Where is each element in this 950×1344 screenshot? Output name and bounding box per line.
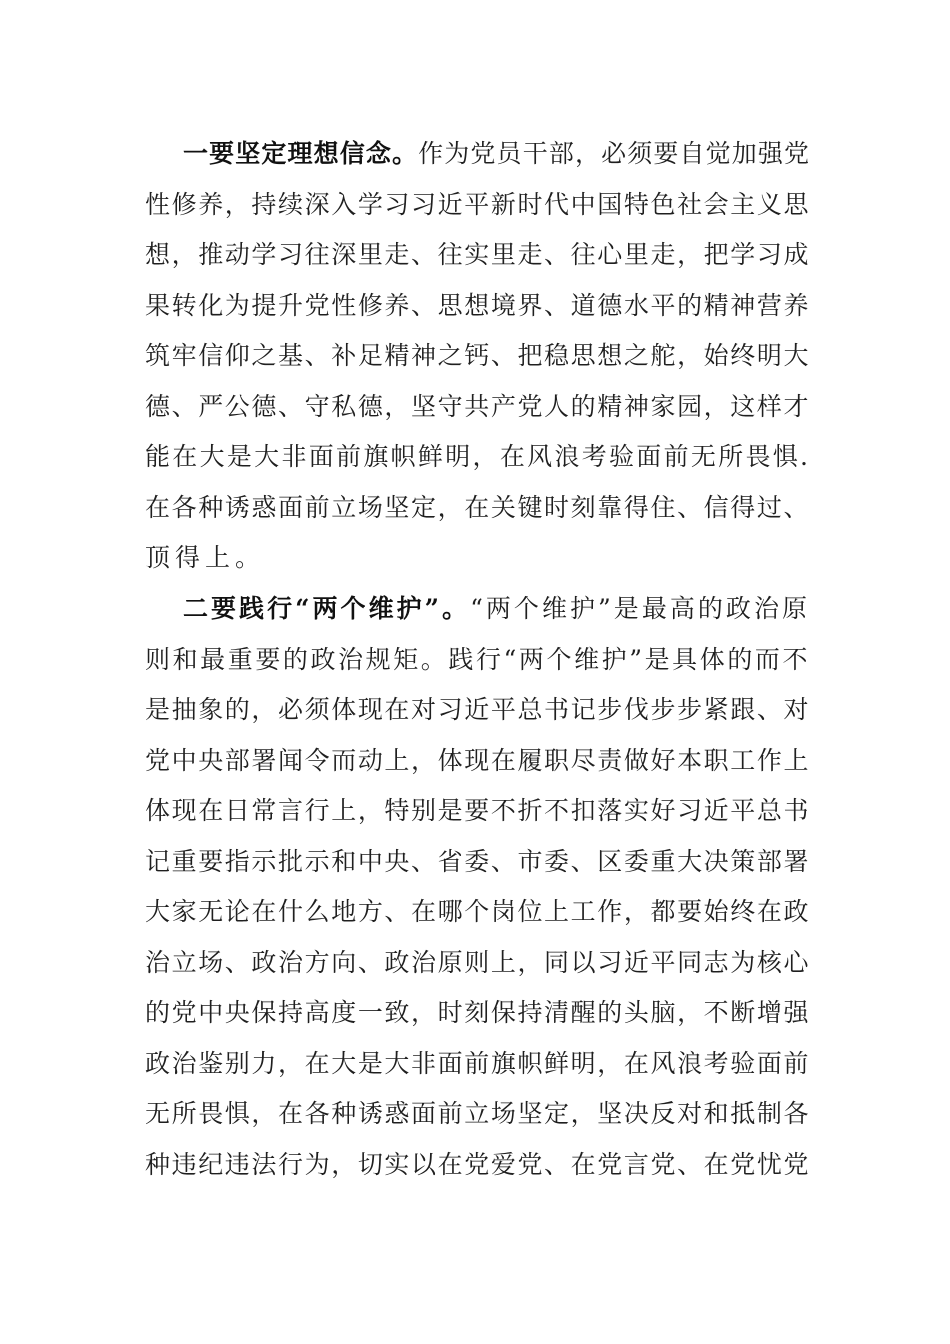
paragraph-2-line-1-text: “两个维护”是最高的政治原 — [470, 594, 810, 623]
paragraph-2-line-3: 是抽象的，必须体现在对习近平总书记步伐步步紧跟、对 — [145, 695, 810, 724]
paragraph-1-line-4: 果转化为提升党性修养、思想境界、道德水平的精神营养 — [145, 290, 810, 320]
paragraph-2-line-10: 政治鉴别力，在大是大非面前旗帜鲜明，在风浪考验面前 — [145, 1048, 810, 1078]
paragraph-1-line-2: 性修养，持续深入学习习近平新时代中国特色社会主义思 — [145, 189, 810, 219]
paragraph-1-line-5: 筑牢信仰之基、补足精神之钙、把稳思想之舵，始终明大 — [145, 341, 810, 370]
paragraph-2-line-11: 无所畏惧，在各种诱惑面前立场坚定，坚决反对和抵制各 — [145, 1099, 810, 1128]
paragraph-2-line-12: 种违纪违法行为，切实以在党爱党、在党言党、在党忧党 — [145, 1149, 810, 1179]
paragraph-1-line-1-text: 作为党员干部，必须要自觉加强党 — [418, 139, 810, 168]
paragraph-2-line-2: 则和最重要的政治规矩。践行“两个维护”是具体的而不 — [145, 644, 810, 674]
paragraph-2-line-5: 体现在日常言行上，特别是要不折不扣落实好习近平总书 — [145, 796, 810, 825]
paragraph-1-line-9: 顶得上。 — [145, 543, 266, 572]
paragraph-2-line-6: 记重要指示批示和中央、省委、市委、区委重大决策部署 — [145, 846, 810, 876]
paragraph-1-line-1 — [145, 129, 810, 180]
paragraph-2-heading: 二要践行“两个维护”。 — [183, 594, 471, 623]
paragraph-2-line-1 — [145, 584, 810, 635]
paragraph-2-line-7: 大家无论在什么地方、在哪个岗位上工作，都要始终在政 — [145, 897, 810, 926]
paragraph-1-line-3: 想，推动学习往深里走、往实里走、往心里走，把学习成 — [145, 240, 810, 269]
paragraph-1 — [145, 129, 810, 584]
paragraph-2 — [145, 584, 810, 1190]
paragraph-2-line-8: 治立场、政治方向、政治原则上，同以习近平同志为核心 — [145, 947, 810, 977]
paragraph-2-line-4: 党中央部署闻令而动上，体现在履职尽责做好本职工作上 — [145, 745, 810, 775]
paragraph-1-line-8: 在各种诱惑面前立场坚定，在关键时刻靠得住、信得过、 — [145, 492, 810, 522]
paragraph-1-line-6: 德、严公德、守私德，坚守共产党人的精神家园，这样才 — [145, 391, 810, 421]
paragraph-1-line-7: 能在大是大非面前旗帜鲜明，在风浪考验面前无所畏惧. — [145, 442, 810, 471]
paragraph-1-heading: 一要坚定理想信念。 — [183, 139, 419, 168]
paragraph-2-line-9: 的党中央保持高度一致，时刻保持清醒的头脑，不断增强 — [145, 998, 810, 1027]
